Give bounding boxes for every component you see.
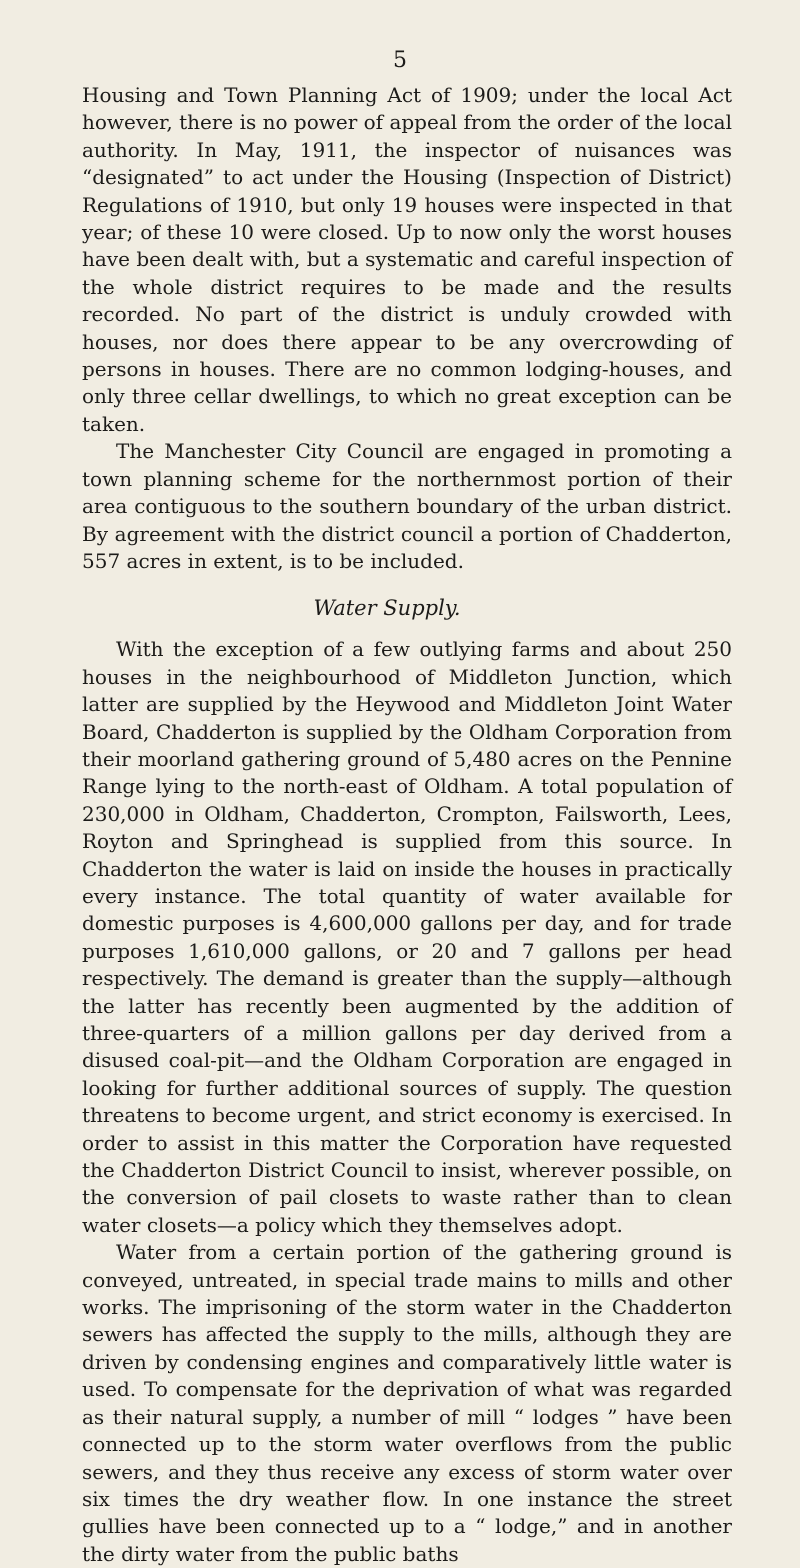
paragraph-housing-act: Housing and Town Planning Act of 1909; under the local Act however, there is no power of appeal from the order of the local authority. In May, 1911, the inspector of nuisances was “designated” to act under the Housing (Inspection of District) Regulations of 1910, but only 19 houses were inspected in that year; of these 10 were closed. Up to now only the worst houses have been dealt with, but a systematic and careful inspection of the whole district requires to be made and the results recorded. No part of the district is unduly crowded with houses, nor does there appear to be any overcrowding of persons in houses. There are no common lodging-houses, and only three cellar dwellings, to which no great exception can be taken. (82, 83, 732, 436)
page-number: 5 (393, 48, 407, 73)
paragraph-mill-lodges: Water from a certain portion of the gathering ground is conveyed, untreated, in special trade mains to mills and other works. The imprisoning of the storm water in the Chadderton sewers has affected the supply to the mills, although they are driven by condensing engines and comparatively little water is used. To compensate for the deprivation of what was regarded as their natural supply, a number of mill “ lodges ” have been connected up to the storm water overflows from the public sewers, and they thus receive any excess of storm water over six times the dry weather flow. In one instance the street gullies have been connected up to a “ lodge,” and in another the dirty water from the public baths (82, 1240, 732, 1566)
body-text (82, 82, 732, 1568)
section-heading-water-supply: Water Supply. (313, 596, 461, 621)
paragraph-town-planning: The Manchester City Council are engaged in promoting a town planning scheme for the northernmost portion of their area contiguous to the southern boundary of the urban district. By agreement with the district council a portion of Chadderton, 557 acres in extent, is to be included. (82, 439, 732, 573)
paragraph-water-sources: With the exception of a few outlying farms and about 250 houses in the neighbourhood of Middleton Junction, which latter are supplied by the Heywood and Middleton Joint Water Board, Chadderton is supplied by the Oldham Corporation from their moorland gathering ground of 5,480 acres on the Pennine Range lying to the north-east of Oldham. A total population of 230,000 in Oldham, Chadderton, Crompton, Failsworth, Lees, Royton and Springhead is supplied from this source. In Chadderton the water is laid on inside the houses in practically every instance. The total quantity of water available for domestic purposes is 4,600,000 gallons per day, and for trade purposes 1,610,000 gallons, or 20 and 7 gallons per head respectively. The demand is greater than the supply—although the latter has recently been augmented by the addition of three-quarters of a million gallons per day derived from a disused coal-pit—and the Oldham Corporation are engaged in looking for further additional sources of supply. The question threatens to become urgent, and strict economy is exercised. In order to assist in this matter the Corporation have requested the Chadderton District Council to insist, wherever possible, on the conversion of pail closets to waste rather than to clean water closets—a policy which they themselves adopt. (82, 637, 732, 1237)
